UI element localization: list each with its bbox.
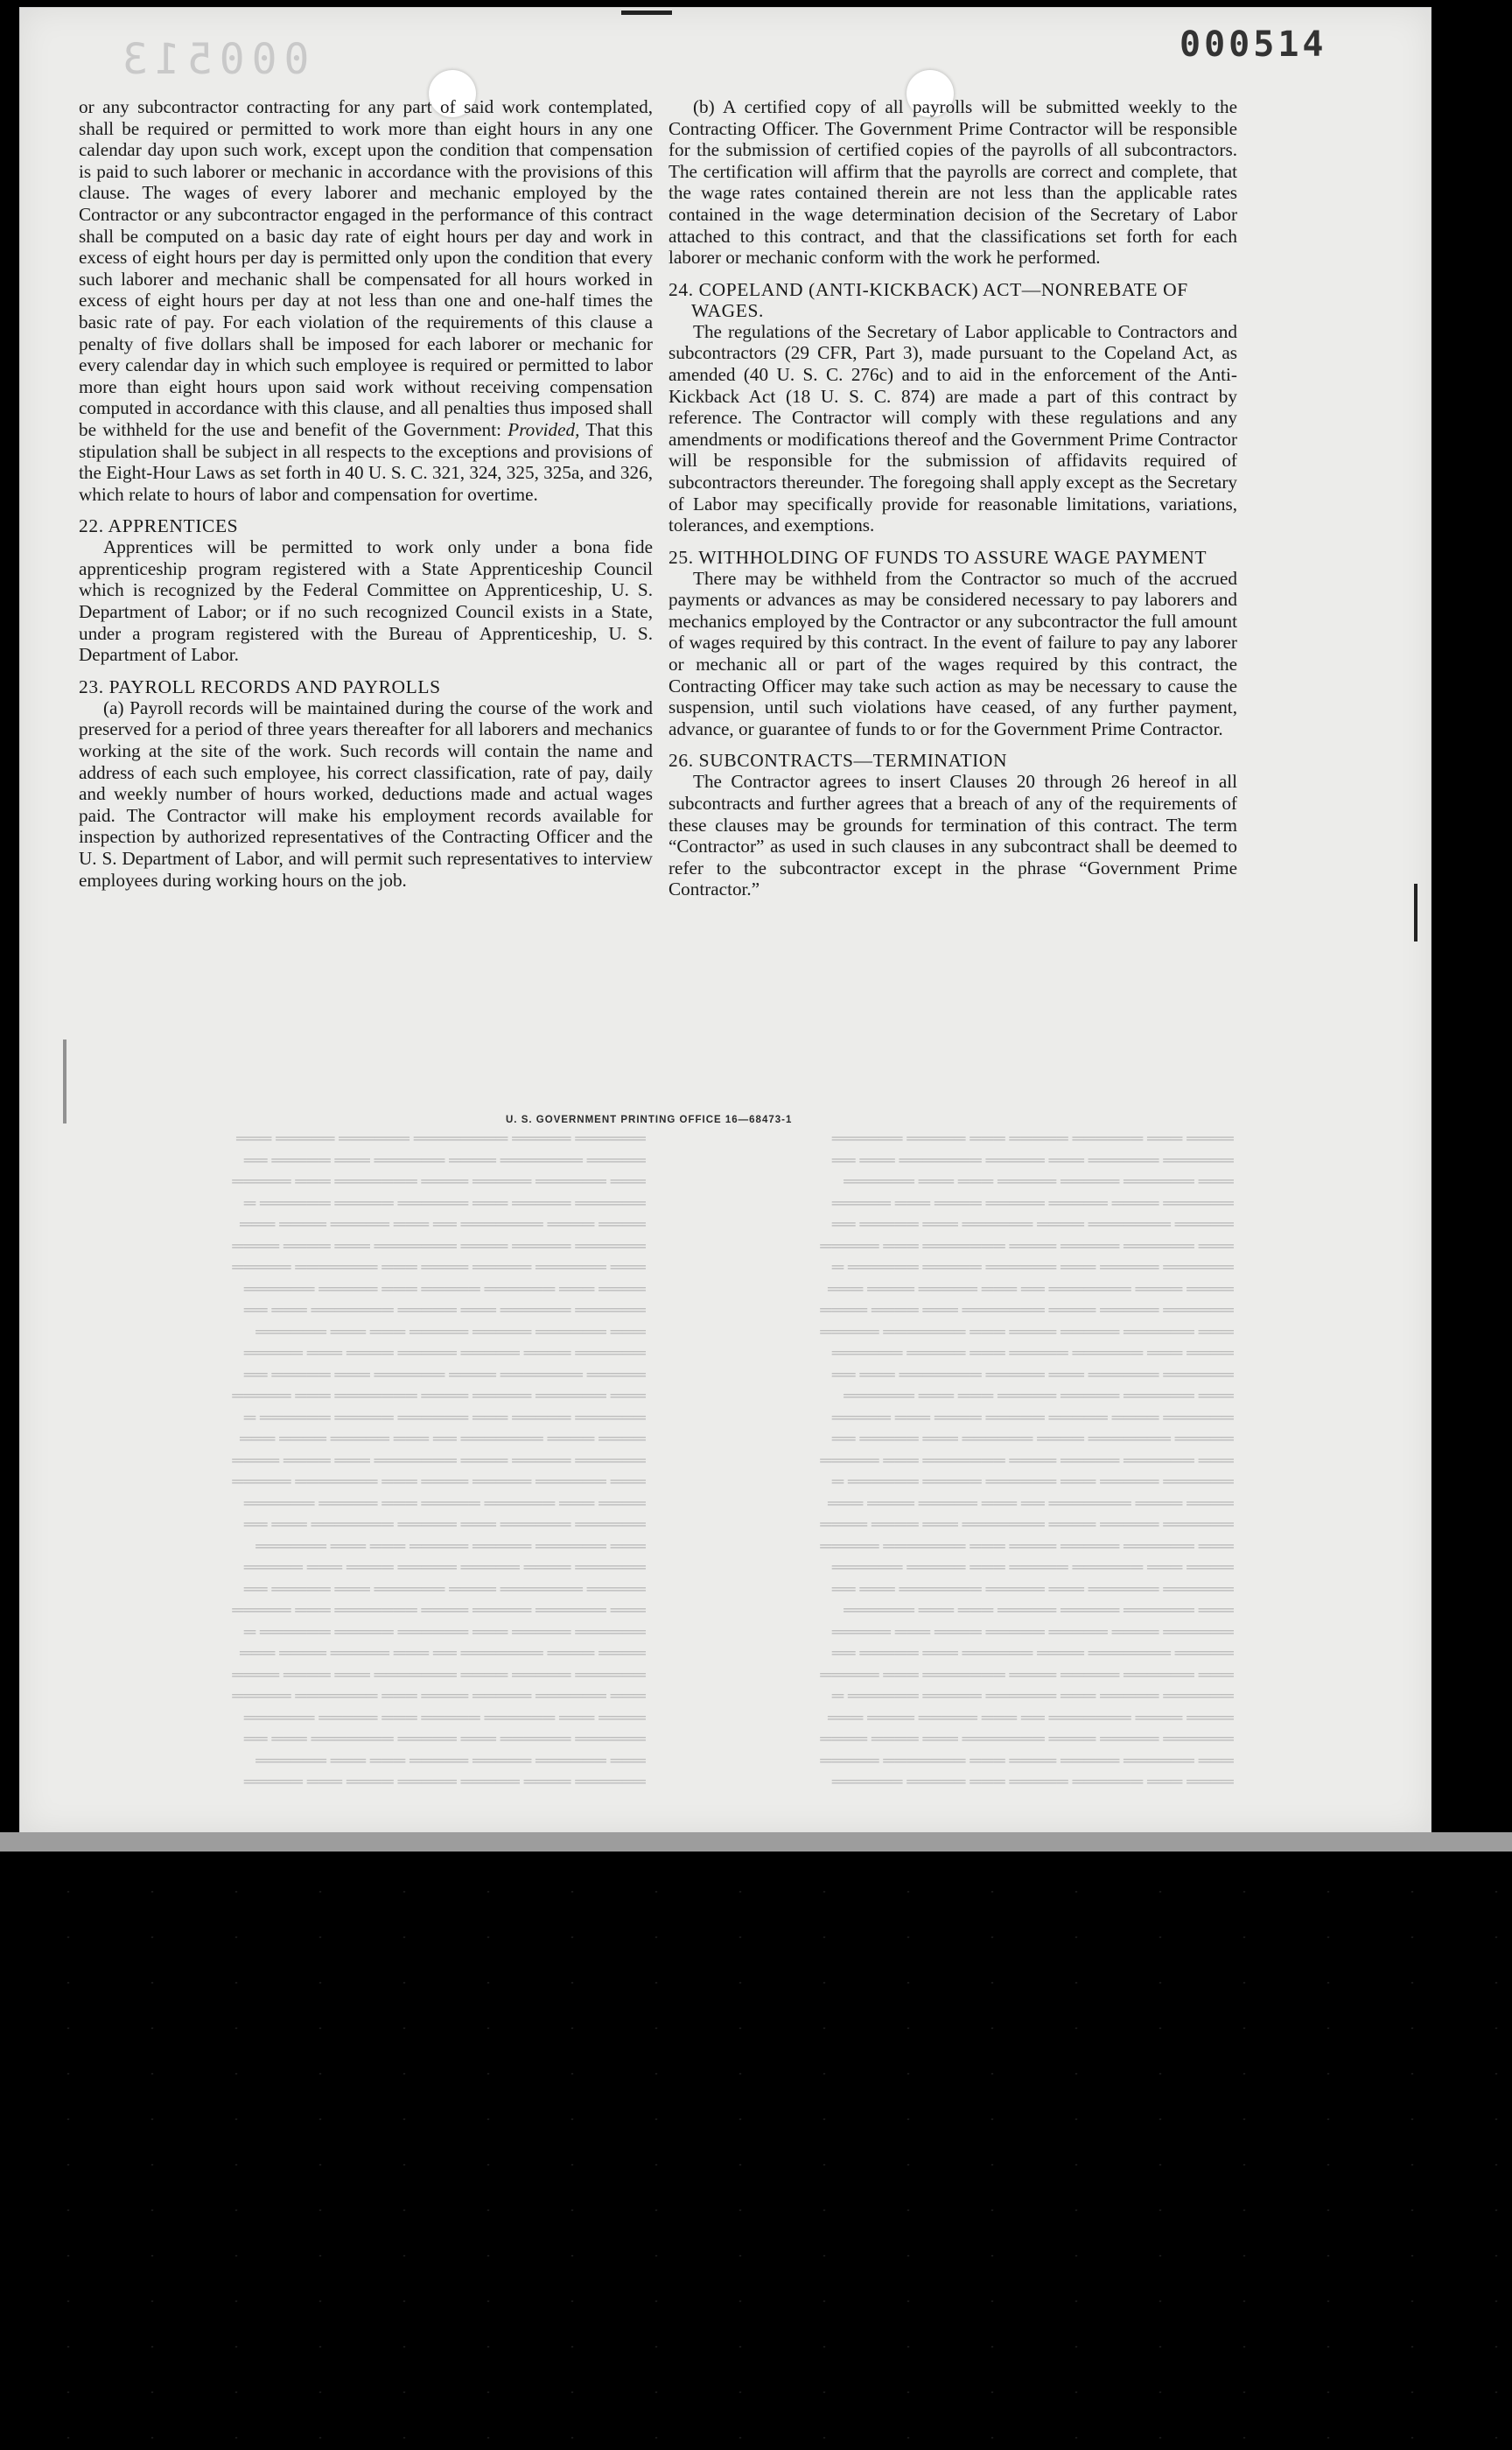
clause-24-text: The regulations of the Secretary of Labor applicable to Contractors and subcontractors (29 CFR, Part 3), made pursuant to the Copeland Act, as amended (40 U. S. C. 276c) and to aid in the enforcement of the Anti-Kickback Act (18 U. S. C. 874) are made a part of this contract by reference. The Contractor will comply with these regulations and any amendments or modifications thereof and the Government Prime Contractor will be responsible for the submission of affidavits required of subcontractors thereunder. The foregoing shall apply except as the Secretary of Labor may specifically provide for reasonable limitations, variations, tolerances, and exemptions. <box>668 320 1237 536</box>
scan-edge <box>0 1832 1512 1852</box>
heading-withholding-funds: 25. WITHHOLDING OF FUNDS TO ASSURE WAGE PAYMENT <box>668 546 1208 568</box>
heading-apprentices: 22. APPRENTICES <box>79 515 239 537</box>
margin-tick-left <box>63 1040 66 1124</box>
clause-21-continued: or any subcontractor contracting for any part of said work contemplated, shall be required or permitted to work more than eight hours in any one calendar day upon such work, except upon the condition that compensation is paid to such laborer or mechanic in accordance with the provisions of this clause. The wages of every laborer and mechanic employed by the Contractor or any subcontractor engaged in the performance of this contract shall be computed on a basic day rate of eight hours per day and work in excess of eight hours per day is permitted only upon the condition that every such laborer and mechanic shall be compensated for all hours worked in excess of eight hours per day at not less than one and one-half times the basic rate of pay. For each violation of the requirements of this clause a penalty of five dollars shall be imposed for each laborer or mechanic for every calendar day in which such employee is required or permitted to labor more than eight hours upon said work without receiving compensation computed in accordance with this clause, and all penalties thus imposed shall be withheld for the use and benefit of the Government: Provided, That this stipulation shall be subject in all respects to the exceptions and provisions of the Eight-Hour Laws as set forth in 40 U. S. C. 321, 324, 325, 325a, and 326, which relate to hours of labor and compensation for overtime. <box>79 96 654 505</box>
margin-mark <box>1414 884 1418 942</box>
page-stamp-number: 000514 <box>1180 24 1327 65</box>
heading-subcontracts-termination: 26. SUBCONTRACTS—TERMINATION <box>668 750 1008 772</box>
printing-office-footer: U. S. GOVERNMENT PRINTING OFFICE 16—68473-1 <box>506 1115 793 1125</box>
right-column <box>668 96 1237 900</box>
top-mark <box>621 10 672 15</box>
bleed-through-text-right: ════ ═══ ══════ ═════ ═══ ═════ ══════ ══════ ══════ ═══ ═════ ═══════ ═══ ══ ═══ ══════ ═════ ═════ ═══ ═══ ══════ ══════ ════ ═════ ═════ ════ ═══ ═════ ═════ ═══════ ════ ══════ ═══ ═════ ══ ═══ ══════ ═════ ════ ═══════ ═══ ═════ ══════ ═════ ═══ ══════ ═════ ══════ ═ ════ ════ ═══════ ══ ═══ ═════ ════ ═══ ══════ ═════ ════ ═══════ ═══ ════ ════ ═══ ══════ ═════ ════ ═══ ═══════ ═════ ════ ═══ ══════ ═════ ═══ ═════ ══════ ══════ ══════ ═══ ═════ ═══════ ═══ ══ ═══ ══════ ═════ ═════ ═══ ═══ ══════ ══════ ════ ═════ ═════ ════ ═══ ═════ ═════ ═══════ ════ ══════ ═══ ═════ ══ ═══ ══════ ═════ ════ ═══════ ═══ ═════ ══════ ═════ ═══ ══════ ═════ ══════ ═ ════ ════ ═══════ ══ ═══ ═════ ════ ═══ ══════ ═════ ════ ═══════ ═══ ════ ════ ═══ ══════ ═════ ════ ═══ ═══════ ═════ ════ ═══ ══════ ═════ ═══ ═════ ══════ ══════ ══════ ═══ ═════ ═══════ ═══ ══ ═══ ══════ ═════ ═════ ═══ ═══ ══════ ══════ ════ ═════ ═════ ════ ═══ ═════ ═════ ═══════ ════ ══════ ═══ ═════ ══ ═══ ══════ ═════ ════ ═══════ ═══ ═════ ══════ ═════ ═══ ══════ ═════ ══════ ═ ════ ════ ═══════ ══ ═══ ═════ ════ ═══ ══════ ═════ ════ ═══════ ═══ ════ ════ ═══ ══════ ═════ ════ ═══ ═══════ ═════ ════ ═══ ══════ ═════ ═══ ═════ ══════ <box>820 1130 1234 1791</box>
clause-22-text: Apprentices will be permitted to work only under a bona fide apprenticeship program registered with a State Apprenticeship Council which is recognized by the Federal Committee on Apprenticeship, U. S. Department of Labor; or if no such recognized Council exists in a State, under a program registered with the Bureau of Apprenticeship, U. S. Department of Labor. <box>79 536 653 666</box>
heading-copeland-act: 24. COPELAND (ANTI-KICKBACK) ACT—NONREBATE OF WAGES. <box>668 278 1188 321</box>
clause-23b-text: (b) A certified copy of all payrolls will be submitted weekly to the Contracting Officer. The Government Prime Contractor will be responsible for the submission of certified copies of the payrolls of all subcontractors. The certification will affirm that the payrolls are correct and complete, that the wage rates contained therein are not less than the applicable rates contained in the wage determination decision of the Secretary of Labor attached to this contract, and that the classifications set forth for each laborer or mechanic conform with the work he performed. <box>668 96 1237 269</box>
left-column <box>79 96 653 891</box>
bleed-through-number: 000513 <box>116 35 310 84</box>
scanner-background <box>0 1852 1512 2450</box>
bleed-through-text-left: ══════ ═════ ════════ ══════ ═════ ═══ ═════ ═══════ ════ ══════ ═══ ═════ ══ ═══ ══════ ═════ ════ ═══════ ═══ ═════ ══════ ═════ ═══ ══════ ═════ ══════ ═ ════ ════ ═══════ ══ ═══ ═════ ════ ═══ ══════ ═════ ════ ═══════ ═══ ════ ════ ═══ ══════ ═════ ════ ═══ ═══════ ═════ ════ ═══ ══════ ═════ ═══ ═════ ══════ ══════ ══════ ═══ ═════ ═══════ ═══ ══ ═══ ══════ ═════ ═════ ═══ ═══ ══════ ══════ ════ ═════ ═════ ════ ═══ ═════ ═════ ═══════ ════ ══════ ═══ ═════ ══ ═══ ══════ ═════ ════ ═══════ ═══ ═════ ══════ ═════ ═══ ══════ ═════ ══════ ═ ════ ════ ═══════ ══ ═══ ═════ ════ ═══ ══════ ═════ ════ ═══════ ═══ ════ ════ ═══ ══════ ═════ ════ ═══ ═══════ ═════ ════ ═══ ══════ ═════ ═══ ═════ ══════ ══════ ══════ ═══ ═════ ═══════ ═══ ══ ═══ ══════ ═════ ═════ ═══ ═══ ══════ ══════ ════ ═════ ═════ ════ ═══ ═════ ═════ ═══════ ════ ══════ ═══ ═════ ══ ═══ ══════ ═════ ════ ═══════ ═══ ═════ ══════ ═════ ═══ ══════ ═════ ══════ ═ ════ ════ ═══════ ══ ═══ ═════ ════ ═══ ══════ ═════ ════ ═══════ ═══ ════ ════ ═══ ══════ ═════ ════ ═══ ═══════ ═════ ════ ═══ ══════ ═════ ═══ ═════ ══════ ══════ ══════ ═══ ═════ ═══════ ═══ ══ ═══ ══════ ═════ ═════ ═══ ═══ ══════ ══════ ════ ═════ ═════ ════ ═══ ═════ <box>232 1130 646 1791</box>
clause-26-text: The Contractor agrees to insert Clauses 20 through 26 hereof in all subcontracts and further agrees that a breach of any of the requirements of these clauses may be grounds for termination of this contract. The term “Contractor” as used in such clauses in any subcontract shall be deemed to refer to the subcontractor except in the phrase “Government Prime Contractor.” <box>668 771 1237 900</box>
heading-payroll-records: 23. PAYROLL RECORDS AND PAYROLLS <box>79 676 441 697</box>
clause-23a-text: (a) Payroll records will be maintained during the course of the work and preserved for a period of three years thereafter for all laborers and mechanics working at the site of the work. Such records will contain the name and address of each such employee, his correct classification, rate of pay, daily and weekly number of hours worked, deductions made and actual wages paid. The Contractor will make his employment records available for inspection by authorized representatives of the Contracting Officer and the U. S. Department of Labor, and will permit such representatives to interview employees during working hours on the job. <box>79 696 653 891</box>
clause-25-text: There may be withheld from the Contractor so much of the accrued payments or advances as may be considered necessary to pay laborers and mechanics employed by the Contractor or any subcontractor the full amount of wages required by this contract. In the event of failure to pay any laborer or mechanic all or part of the wages required by this contract, the Contracting Officer may take such action as may be necessary to cause the suspension, until such violations have ceased, of any further payment, advance, or guarantee of funds to or for the Government Prime Contractor. <box>668 567 1237 739</box>
